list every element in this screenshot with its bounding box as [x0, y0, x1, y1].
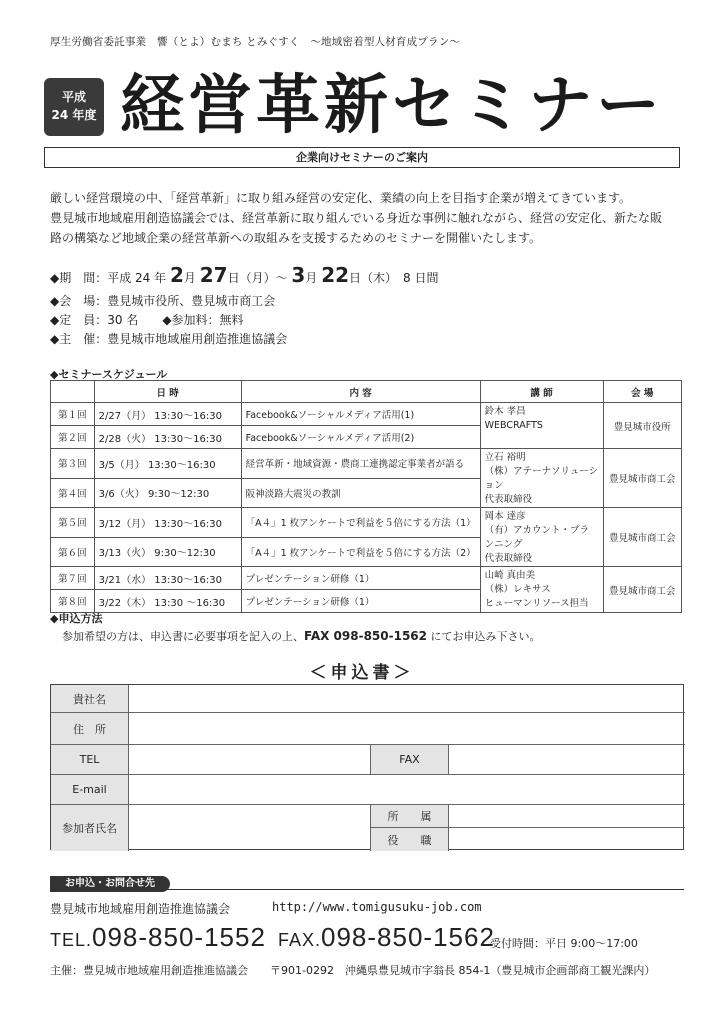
lecturer-org: （株）レキサス — [484, 584, 551, 595]
venue: 豊見城市商工会 — [603, 508, 681, 567]
contact-org: 豊見城市地域雇用創造推進協議会 — [50, 902, 231, 916]
month-char: 月 — [305, 271, 318, 285]
fax-prefix: FAX. — [278, 930, 322, 950]
form-title: ＜申込書＞ — [309, 663, 415, 683]
month-char: 月 — [183, 271, 196, 285]
apply-fax-number: FAX 098-850-1562 — [304, 629, 427, 643]
header-cell: 日 時 — [94, 381, 241, 403]
session-num: 第３回 — [51, 449, 95, 479]
header-cell: 会 場 — [603, 381, 681, 403]
lecturer — [480, 508, 603, 567]
session-date: 3/21（水） 13:30～16:30 — [94, 567, 241, 590]
fax-number: 098-850-1562 — [321, 922, 495, 952]
contact-url[interactable]: http://www.tomigusuku-job.com — [272, 900, 482, 914]
lecturer-name: 山崎 真由美 — [484, 570, 536, 581]
session-num: 第５回 — [51, 508, 95, 538]
period-start-day: 27 — [199, 263, 228, 287]
tel-label: TEL — [51, 745, 129, 775]
lecturer — [480, 403, 603, 449]
contact-fax — [278, 922, 495, 953]
lecturer — [480, 449, 603, 508]
tel-number: 098-850-1552 — [92, 922, 266, 952]
lecturer-name: 鈴木 孝昌 — [484, 406, 526, 417]
venue: 豊見城市役所 — [603, 403, 681, 449]
header-cell: 講 師 — [480, 381, 603, 403]
intro-line: 厳しい経営環境の中、「経営革新」に取り組み経営の安定化、業績の向上を目指す企業が増えてきています。 — [50, 191, 632, 205]
session-content: 「A４」1 枚アンケートで利益を５倍にする方法（2） — [241, 537, 480, 567]
table-row — [51, 403, 682, 426]
dept-field[interactable] — [449, 805, 685, 828]
participant-field[interactable] — [129, 805, 371, 851]
lecturer-org: （株）アテーナソリューション — [484, 466, 599, 491]
business-hours: 受付時間：平日 9:00～17:00 — [490, 937, 638, 950]
period-start-dow: 日（月）～ — [227, 271, 288, 285]
header-cell: 内 容 — [241, 381, 480, 403]
address-field[interactable] — [129, 713, 685, 745]
session-date: 3/5（月） 13:30～16:30 — [94, 449, 241, 479]
session-content: プレゼンテーション研修（1） — [241, 590, 480, 613]
session-num: 第２回 — [51, 426, 95, 449]
period-start-month: 2 — [169, 263, 184, 287]
email-label: E-mail — [51, 775, 129, 805]
lecturer-org: （有）アカウント・プランニング — [484, 525, 590, 550]
apply-text-post: にてお申込み下さい。 — [427, 630, 541, 643]
period-year: 平成 24 年 — [107, 271, 167, 285]
session-date: 3/6（火） 9:30～12:30 — [94, 478, 241, 508]
session-content: 「A４」1 枚アンケートで利益を５倍にする方法（1） — [241, 508, 480, 538]
venue: 豊見城市商工会 — [603, 567, 681, 613]
company-label: 貴社名 — [51, 685, 129, 713]
tel-prefix: TEL. — [50, 930, 93, 950]
footer-address: 主催：豊見城市地域雇用創造推進協議会 〒901-0292 沖縄県豊見城市字翁長 854-1（豊見城市企画部商工観光課内） — [50, 964, 656, 977]
tel-field[interactable] — [129, 745, 371, 775]
session-num: 第６回 — [51, 537, 95, 567]
period-label: ◆期 間： — [50, 271, 108, 285]
lecturer-title: 代表取締役 — [484, 494, 533, 505]
info-period — [50, 263, 439, 287]
dept-label: 所 属 — [371, 805, 449, 828]
lecturer-name: 岡本 達彦 — [484, 511, 526, 522]
session-date: 3/22（木） 13:30 ～16:30 — [94, 590, 241, 613]
program-line: 厚生労働省委託事業 響（とよ）むまち とみぐすく ～地域密着型人材育成プラン～ — [50, 36, 461, 48]
lecturer-org: WEBCRAFTS — [484, 420, 543, 431]
schedule-table — [50, 380, 682, 613]
header-cell — [51, 381, 95, 403]
venue: 豊見城市商工会 — [603, 449, 681, 508]
apply-text-pre: 参加希望の方は、申込書に必要事項を記入の上、 — [62, 630, 304, 643]
period-end-month: 3 — [291, 263, 306, 287]
session-content: Facebook&ソーシャルメディア活用(2) — [241, 426, 480, 449]
info-capacity: ◆定 員：30 名 ◆参加料：無料 — [50, 313, 244, 327]
lecturer-title: ヒューマンリソース担当 — [484, 598, 589, 609]
lecturer-name: 立石 裕明 — [484, 452, 526, 463]
year-badge — [44, 78, 104, 136]
page-subtitle: 企業向けセミナーのご案内 — [44, 147, 680, 168]
session-num: 第４回 — [51, 478, 95, 508]
period-end-dow: 日（木） 8 日間 — [349, 271, 439, 285]
session-content: プレゼンテーション研修（1） — [241, 567, 480, 590]
session-date: 3/13（火） 9:30～12:30 — [94, 537, 241, 567]
session-num: 第８回 — [51, 590, 95, 613]
session-content: 経営革新・地域資源・農商工連携認定事業者が語る — [241, 449, 480, 479]
session-content: Facebook&ソーシャルメディア活用(1) — [241, 403, 480, 426]
year-badge-line1: 平成 — [61, 90, 86, 104]
contact-tel — [50, 922, 266, 953]
intro-line: 路の構築など地域企業の経営革新への取組みを支援するためのセミナーを開催いたします。 — [50, 231, 542, 245]
table-row — [51, 449, 682, 479]
intro-line: 豊見城市地域雇用創造協議会では、経営革新に取り組んでいる身近な事例に触れながら、経営の安定化、新たな販 — [50, 211, 663, 225]
contact-tag: お申込・お問合せ先 — [50, 876, 170, 892]
session-num: 第７回 — [51, 567, 95, 590]
table-header-row — [51, 381, 682, 403]
session-date: 2/28（火） 13:30～16:30 — [94, 426, 241, 449]
position-label: 役 職 — [371, 828, 449, 851]
year-badge-line2: 24 年度 — [51, 108, 97, 122]
apply-heading: ◆申込方法 — [50, 612, 103, 625]
schedule-heading: ◆セミナースケジュール — [50, 368, 168, 381]
participant-label: 参加者氏名 — [51, 805, 129, 851]
intro-text — [50, 188, 690, 248]
apply-instructions — [62, 628, 541, 644]
page-title: 経営革新セミナー — [120, 69, 664, 143]
address-label: 住 所 — [51, 713, 129, 745]
table-row — [51, 567, 682, 590]
email-field[interactable] — [129, 775, 685, 805]
lecturer — [480, 567, 603, 613]
info-venue: ◆会 場：豊見城市役所、豊見城市商工会 — [50, 294, 276, 308]
position-field[interactable] — [449, 828, 685, 851]
lecturer-title: 代表取締役 — [484, 553, 533, 564]
application-form — [50, 684, 684, 850]
session-num: 第１回 — [51, 403, 95, 426]
info-host: ◆主 催：豊見城市地域雇用創造推進協議会 — [50, 332, 288, 346]
table-row — [51, 508, 682, 538]
period-end-day: 22 — [321, 263, 350, 287]
fax-field[interactable] — [449, 745, 685, 775]
session-date: 2/27（月） 13:30～16:30 — [94, 403, 241, 426]
session-date: 3/12（月） 13:30～16:30 — [94, 508, 241, 538]
company-field[interactable] — [129, 685, 685, 713]
session-content: 阪神淡路大震災の教訓 — [241, 478, 480, 508]
fax-label: FAX — [371, 745, 449, 775]
